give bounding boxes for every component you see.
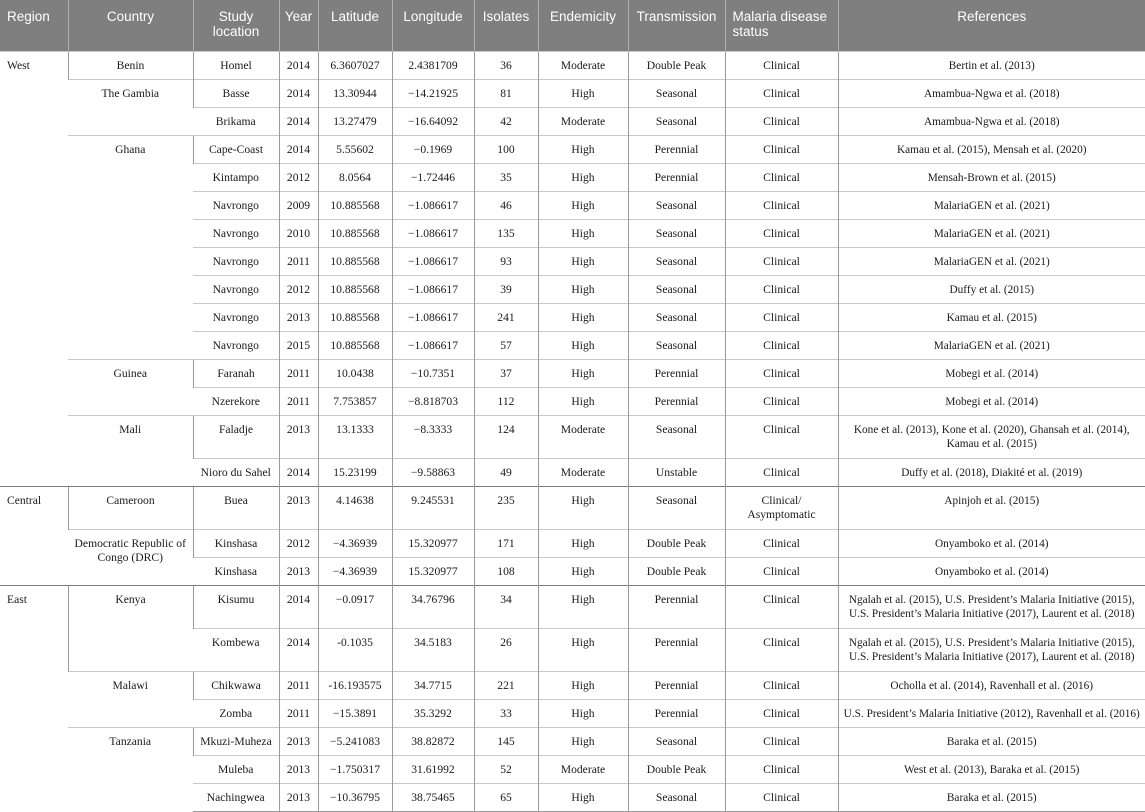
longitude-cell: −8.818703	[392, 387, 474, 415]
table-body	[0, 51, 1145, 811]
longitude-cell: −1.086617	[392, 219, 474, 247]
disease-status-cell: Clinical	[725, 529, 838, 557]
year-cell: 2011	[279, 247, 318, 275]
year-cell: 2013	[279, 557, 318, 585]
disease-status-cell: Clinical	[725, 107, 838, 135]
longitude-cell: −1.086617	[392, 275, 474, 303]
endemicity-cell: Moderate	[538, 458, 628, 486]
longitude-cell: 15.320977	[392, 529, 474, 557]
header-row	[0, 0, 1145, 51]
header-latitude: Latitude	[318, 0, 392, 51]
study-location-cell: Navrongo	[193, 275, 279, 303]
table-row	[0, 415, 1145, 458]
study-location-cell: Kintampo	[193, 163, 279, 191]
latitude-cell: 10.885568	[318, 331, 392, 359]
year-cell: 2013	[279, 415, 318, 458]
isolates-cell: 36	[474, 51, 538, 79]
references-cell: Apinjoh et al. (2015)	[838, 486, 1145, 529]
transmission-cell: Perennial	[628, 387, 725, 415]
transmission-cell: Seasonal	[628, 331, 725, 359]
longitude-cell: 38.82872	[392, 727, 474, 755]
study-location-cell: Navrongo	[193, 191, 279, 219]
references-cell: Onyamboko et al. (2014)	[838, 557, 1145, 585]
header-endemicity: Endemicity	[538, 0, 628, 51]
endemicity-cell: High	[538, 727, 628, 755]
study-location-cell: Zomba	[193, 699, 279, 727]
year-cell: 2013	[279, 303, 318, 331]
table-row	[0, 51, 1145, 79]
disease-status-cell: Clinical	[725, 247, 838, 275]
latitude-cell: 13.1333	[318, 415, 392, 458]
study-location-cell: Mkuzi-Muheza	[193, 727, 279, 755]
references-cell: Kamau et al. (2015)	[838, 303, 1145, 331]
transmission-cell: Seasonal	[628, 79, 725, 107]
disease-status-cell: Clinical	[725, 191, 838, 219]
endemicity-cell: High	[538, 671, 628, 699]
study-location-cell: Nioro du Sahel	[193, 458, 279, 486]
latitude-cell: 10.0438	[318, 359, 392, 387]
latitude-cell: 5.55602	[318, 135, 392, 163]
longitude-cell: 31.61992	[392, 755, 474, 783]
references-cell: Baraka et al. (2015)	[838, 783, 1145, 811]
header-country: Country	[68, 0, 193, 51]
header-transmission: Transmission	[628, 0, 725, 51]
region-cell: West	[0, 51, 68, 486]
year-cell: 2014	[279, 107, 318, 135]
disease-status-cell: Clinical	[725, 163, 838, 191]
study-location-cell: Kinshasa	[193, 529, 279, 557]
isolates-cell: 124	[474, 415, 538, 458]
references-cell: Amambua-Ngwa et al. (2018)	[838, 107, 1145, 135]
references-cell: Kamau et al. (2015), Mensah et al. (2020)	[838, 135, 1145, 163]
transmission-cell: Perennial	[628, 699, 725, 727]
table-row	[0, 585, 1145, 628]
longitude-cell: 34.7715	[392, 671, 474, 699]
country-cell: Mali	[68, 415, 193, 486]
latitude-cell: 13.27479	[318, 107, 392, 135]
longitude-cell: 2.4381709	[392, 51, 474, 79]
study-location-cell: Faranah	[193, 359, 279, 387]
disease-status-cell: Clinical	[725, 303, 838, 331]
study-location-cell: Navrongo	[193, 219, 279, 247]
transmission-cell: Perennial	[628, 359, 725, 387]
study-location-cell: Nachingwea	[193, 783, 279, 811]
references-cell: Baraka et al. (2015)	[838, 727, 1145, 755]
references-cell: MalariaGEN et al. (2021)	[838, 219, 1145, 247]
disease-status-cell: Clinical	[725, 135, 838, 163]
study-location-cell: Brikama	[193, 107, 279, 135]
longitude-cell: −1.086617	[392, 247, 474, 275]
table-row	[0, 671, 1145, 699]
transmission-cell: Perennial	[628, 135, 725, 163]
references-cell: Bertin et al. (2013)	[838, 51, 1145, 79]
country-cell: Guinea	[68, 359, 193, 415]
longitude-cell: −1.72446	[392, 163, 474, 191]
table-row	[0, 529, 1145, 557]
year-cell: 2011	[279, 359, 318, 387]
references-cell: Onyamboko et al. (2014)	[838, 529, 1145, 557]
endemicity-cell: High	[538, 191, 628, 219]
year-cell: 2014	[279, 628, 318, 671]
disease-status-cell: Clinical	[725, 275, 838, 303]
country-cell: Benin	[68, 51, 193, 79]
endemicity-cell: High	[538, 699, 628, 727]
isolates-cell: 34	[474, 585, 538, 628]
longitude-cell: 38.75465	[392, 783, 474, 811]
references-cell: MalariaGEN et al. (2021)	[838, 191, 1145, 219]
study-location-cell: Buea	[193, 486, 279, 529]
latitude-cell: 8.0564	[318, 163, 392, 191]
endemicity-cell: High	[538, 219, 628, 247]
table-row	[0, 79, 1145, 107]
transmission-cell: Unstable	[628, 458, 725, 486]
isolates-cell: 145	[474, 727, 538, 755]
study-location-cell: Chikwawa	[193, 671, 279, 699]
header-references: References	[838, 0, 1145, 51]
endemicity-cell: High	[538, 486, 628, 529]
longitude-cell: −1.086617	[392, 331, 474, 359]
year-cell: 2012	[279, 275, 318, 303]
transmission-cell: Seasonal	[628, 783, 725, 811]
header-study-location: Study location	[193, 0, 279, 51]
endemicity-cell: Moderate	[538, 107, 628, 135]
table-row	[0, 359, 1145, 387]
references-cell: MalariaGEN et al. (2021)	[838, 247, 1145, 275]
disease-status-cell: Clinical	[725, 783, 838, 811]
isolates-cell: 93	[474, 247, 538, 275]
longitude-cell: 35.3292	[392, 699, 474, 727]
latitude-cell: 4.14638	[318, 486, 392, 529]
isolates-cell: 81	[474, 79, 538, 107]
transmission-cell: Perennial	[628, 585, 725, 628]
disease-status-cell: Clinical	[725, 79, 838, 107]
longitude-cell: −10.7351	[392, 359, 474, 387]
transmission-cell: Seasonal	[628, 219, 725, 247]
latitude-cell: −10.36795	[318, 783, 392, 811]
latitude-cell: -0.1035	[318, 628, 392, 671]
latitude-cell: 13.30944	[318, 79, 392, 107]
year-cell: 2012	[279, 163, 318, 191]
references-cell: Mobegi et al. (2014)	[838, 387, 1145, 415]
latitude-cell: 7.753857	[318, 387, 392, 415]
isolates-cell: 52	[474, 755, 538, 783]
endemicity-cell: Moderate	[538, 51, 628, 79]
isolates-cell: 100	[474, 135, 538, 163]
disease-status-cell: Clinical	[725, 415, 838, 458]
references-cell: U.S. President’s Malaria Initiative (2012), Ravenhall et al. (2016)	[838, 699, 1145, 727]
disease-status-cell: Clinical	[725, 671, 838, 699]
region-cell: Central	[0, 486, 68, 585]
longitude-cell: 9.245531	[392, 486, 474, 529]
endemicity-cell: High	[538, 628, 628, 671]
endemicity-cell: High	[538, 529, 628, 557]
longitude-cell: −1.086617	[392, 303, 474, 331]
study-location-cell: Muleba	[193, 755, 279, 783]
header-longitude: Longitude	[392, 0, 474, 51]
year-cell: 2011	[279, 387, 318, 415]
transmission-cell: Perennial	[628, 671, 725, 699]
longitude-cell: −1.086617	[392, 191, 474, 219]
endemicity-cell: High	[538, 359, 628, 387]
disease-status-cell: Clinical	[725, 458, 838, 486]
transmission-cell: Seasonal	[628, 247, 725, 275]
latitude-cell: −4.36939	[318, 529, 392, 557]
country-cell: Cameroon	[68, 486, 193, 529]
year-cell: 2011	[279, 699, 318, 727]
longitude-cell: −0.1969	[392, 135, 474, 163]
table-row	[0, 727, 1145, 755]
latitude-cell: −15.3891	[318, 699, 392, 727]
disease-status-cell: Clinical/ Asymptomatic	[725, 486, 838, 529]
latitude-cell: 10.885568	[318, 219, 392, 247]
disease-status-cell: Clinical	[725, 755, 838, 783]
references-cell: Kone et al. (2013), Kone et al. (2020), Ghansah et al. (2014), Kamau et al. (2015)	[838, 415, 1145, 458]
isolates-cell: 46	[474, 191, 538, 219]
endemicity-cell: High	[538, 275, 628, 303]
isolates-cell: 57	[474, 331, 538, 359]
latitude-cell: 10.885568	[318, 303, 392, 331]
isolates-cell: 65	[474, 783, 538, 811]
isolates-cell: 39	[474, 275, 538, 303]
endemicity-cell: High	[538, 783, 628, 811]
references-cell: Ocholla et al. (2014), Ravenhall et al. (2016)	[838, 671, 1145, 699]
transmission-cell: Double Peak	[628, 529, 725, 557]
study-location-cell: Kombewa	[193, 628, 279, 671]
references-cell: MalariaGEN et al. (2021)	[838, 331, 1145, 359]
transmission-cell: Seasonal	[628, 486, 725, 529]
transmission-cell: Double Peak	[628, 557, 725, 585]
endemicity-cell: Moderate	[538, 755, 628, 783]
country-cell: Democratic Republic of Congo (DRC)	[68, 529, 193, 585]
study-location-cell: Nzerekore	[193, 387, 279, 415]
transmission-cell: Seasonal	[628, 415, 725, 458]
transmission-cell: Seasonal	[628, 303, 725, 331]
endemicity-cell: High	[538, 79, 628, 107]
transmission-cell: Double Peak	[628, 51, 725, 79]
disease-status-cell: Clinical	[725, 387, 838, 415]
references-cell: Mobegi et al. (2014)	[838, 359, 1145, 387]
isolates-cell: 112	[474, 387, 538, 415]
endemicity-cell: Moderate	[538, 415, 628, 458]
header-isolates: Isolates	[474, 0, 538, 51]
longitude-cell: 34.5183	[392, 628, 474, 671]
latitude-cell: −5.241083	[318, 727, 392, 755]
study-location-cell: Cape-Coast	[193, 135, 279, 163]
isolates-cell: 35	[474, 163, 538, 191]
endemicity-cell: High	[538, 557, 628, 585]
isolates-cell: 241	[474, 303, 538, 331]
transmission-cell: Seasonal	[628, 107, 725, 135]
isolates-cell: 135	[474, 219, 538, 247]
latitude-cell: −0.0917	[318, 585, 392, 628]
references-cell: Ngalah et al. (2015), U.S. President’s Malaria Initiative (2015), U.S. President’s Malaria Initiative (2017), Laurent et al. (2018)	[838, 585, 1145, 628]
year-cell: 2009	[279, 191, 318, 219]
disease-status-cell: Clinical	[725, 557, 838, 585]
latitude-cell: 6.3607027	[318, 51, 392, 79]
latitude-cell: 10.885568	[318, 191, 392, 219]
country-cell: Ghana	[68, 135, 193, 359]
table-row	[0, 486, 1145, 529]
disease-status-cell: Clinical	[725, 51, 838, 79]
year-cell: 2013	[279, 783, 318, 811]
study-location-cell: Homel	[193, 51, 279, 79]
study-location-cell: Kisumu	[193, 585, 279, 628]
longitude-cell: −9.58863	[392, 458, 474, 486]
header-disease-status: Malaria disease status	[725, 0, 838, 51]
references-cell: Duffy et al. (2018), Diakité et al. (2019)	[838, 458, 1145, 486]
isolates-cell: 26	[474, 628, 538, 671]
isolates-cell: 33	[474, 699, 538, 727]
year-cell: 2013	[279, 727, 318, 755]
longitude-cell: 34.76796	[392, 585, 474, 628]
disease-status-cell: Clinical	[725, 331, 838, 359]
study-location-cell: Faladje	[193, 415, 279, 458]
header-region: Region	[0, 0, 68, 51]
transmission-cell: Seasonal	[628, 727, 725, 755]
disease-status-cell: Clinical	[725, 699, 838, 727]
isolates-cell: 108	[474, 557, 538, 585]
country-cell: Kenya	[68, 585, 193, 671]
longitude-cell: −14.21925	[392, 79, 474, 107]
endemicity-cell: High	[538, 303, 628, 331]
study-location-cell: Kinshasa	[193, 557, 279, 585]
isolates-cell: 221	[474, 671, 538, 699]
latitude-cell: 15.23199	[318, 458, 392, 486]
references-cell: Amambua-Ngwa et al. (2018)	[838, 79, 1145, 107]
references-cell: West et al. (2013), Baraka et al. (2015)	[838, 755, 1145, 783]
disease-status-cell: Clinical	[725, 628, 838, 671]
endemicity-cell: High	[538, 387, 628, 415]
year-cell: 2014	[279, 51, 318, 79]
year-cell: 2014	[279, 458, 318, 486]
references-cell: Mensah-Brown et al. (2015)	[838, 163, 1145, 191]
longitude-cell: −16.64092	[392, 107, 474, 135]
transmission-cell: Double Peak	[628, 755, 725, 783]
disease-status-cell: Clinical	[725, 359, 838, 387]
endemicity-cell: High	[538, 247, 628, 275]
transmission-cell: Perennial	[628, 628, 725, 671]
region-cell: East	[0, 585, 68, 811]
year-cell: 2012	[279, 529, 318, 557]
latitude-cell: 10.885568	[318, 275, 392, 303]
header-year: Year	[279, 0, 318, 51]
longitude-cell: −8.3333	[392, 415, 474, 458]
year-cell: 2014	[279, 135, 318, 163]
latitude-cell: −1.750317	[318, 755, 392, 783]
transmission-cell: Seasonal	[628, 275, 725, 303]
latitude-cell: −4.36939	[318, 557, 392, 585]
isolates-cell: 171	[474, 529, 538, 557]
latitude-cell: -16.193575	[318, 671, 392, 699]
year-cell: 2014	[279, 79, 318, 107]
endemicity-cell: High	[538, 163, 628, 191]
transmission-cell: Perennial	[628, 163, 725, 191]
references-cell: Duffy et al. (2015)	[838, 275, 1145, 303]
isolates-cell: 49	[474, 458, 538, 486]
endemicity-cell: High	[538, 331, 628, 359]
year-cell: 2010	[279, 219, 318, 247]
year-cell: 2015	[279, 331, 318, 359]
year-cell: 2013	[279, 486, 318, 529]
year-cell: 2014	[279, 585, 318, 628]
longitude-cell: 15.320977	[392, 557, 474, 585]
study-location-cell: Basse	[193, 79, 279, 107]
endemicity-cell: High	[538, 135, 628, 163]
year-cell: 2011	[279, 671, 318, 699]
study-location-cell: Navrongo	[193, 247, 279, 275]
transmission-cell: Seasonal	[628, 191, 725, 219]
isolates-cell: 235	[474, 486, 538, 529]
isolates-cell: 37	[474, 359, 538, 387]
disease-status-cell: Clinical	[725, 219, 838, 247]
references-cell: Ngalah et al. (2015), U.S. President’s Malaria Initiative (2015), U.S. President’s Malaria Initiative (2017), Laurent et al. (2018)	[838, 628, 1145, 671]
study-location-cell: Navrongo	[193, 331, 279, 359]
disease-status-cell: Clinical	[725, 727, 838, 755]
year-cell: 2013	[279, 755, 318, 783]
study-location-cell: Navrongo	[193, 303, 279, 331]
table-row	[0, 135, 1145, 163]
country-cell: Tanzania	[68, 727, 193, 811]
disease-status-cell: Clinical	[725, 585, 838, 628]
country-cell: Malawi	[68, 671, 193, 727]
endemicity-cell: High	[538, 585, 628, 628]
latitude-cell: 10.885568	[318, 247, 392, 275]
country-cell: The Gambia	[68, 79, 193, 135]
isolates-cell: 42	[474, 107, 538, 135]
